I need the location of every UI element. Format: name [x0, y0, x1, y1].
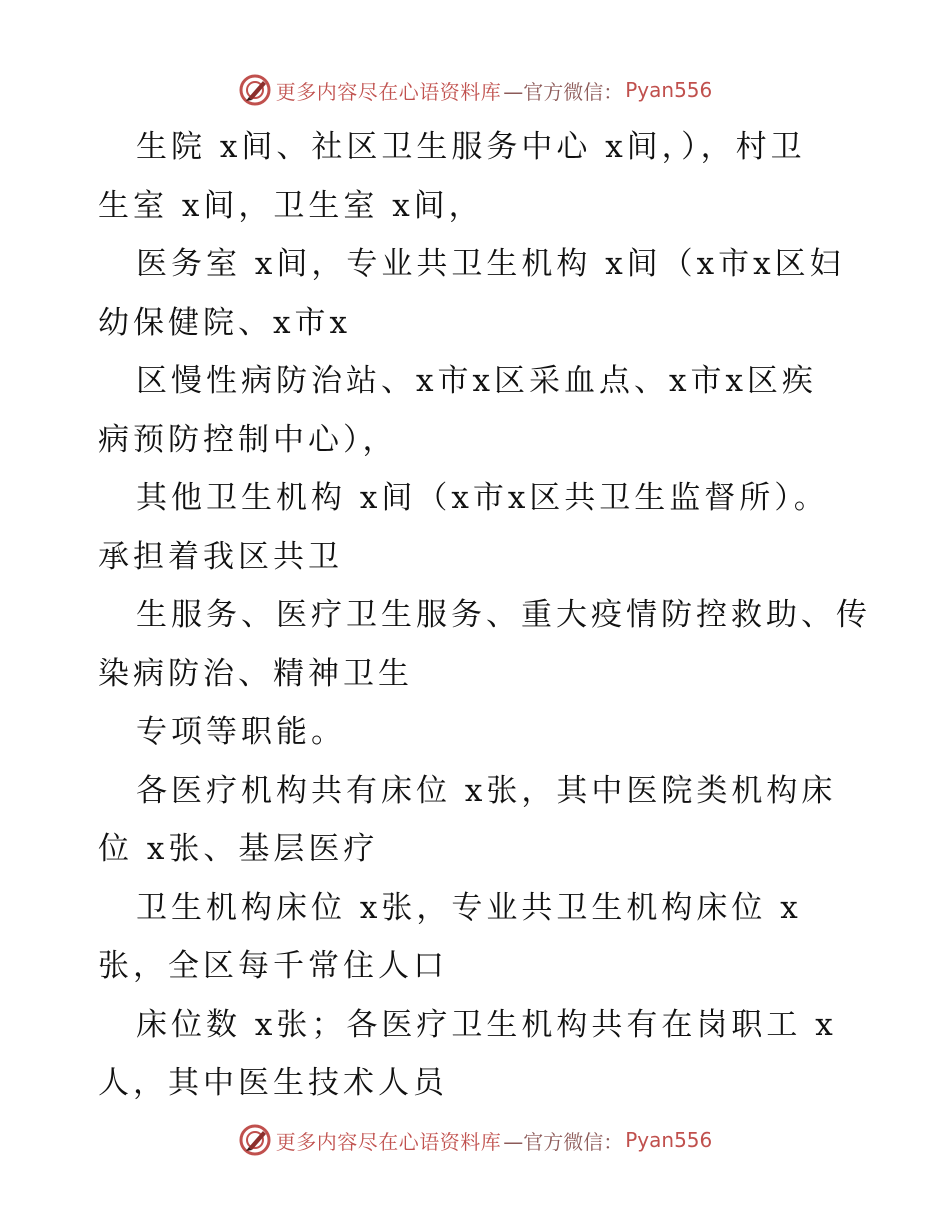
text-line: 生院 x间、社区卫生服务中心 x间，），村卫 — [136, 129, 806, 165]
text-line: 区慢性病防治站、x市x区采血点、x市x区疾 — [136, 363, 817, 399]
text-line: 床位数 x张；各医疗卫生机构共有在岗职工 x — [136, 1006, 837, 1043]
text-line: 卫生机构床位 x张，专业共卫生机构床位 x — [136, 889, 802, 926]
text-line: 承担着我区共卫 — [98, 538, 343, 575]
text-line: 染病防治、精神卫生 — [98, 655, 413, 692]
header-banner — [0, 70, 950, 110]
text-line: 各医疗机构共有床位 x张，其中医院类机构床 — [136, 772, 837, 809]
footer-banner — [0, 1120, 950, 1160]
text-line: 其他卫生机构 x间（x市x区共卫生监督所）。 — [136, 480, 829, 516]
text-line: 生服务、医疗卫生服务、重大疫情防控救助、传 — [136, 597, 871, 633]
brand-logo-icon — [238, 73, 272, 107]
text-line: 人，其中医生技术人员 — [98, 1065, 448, 1101]
text-line: 位 x张、基层医疗 — [98, 831, 379, 867]
banner-wechat-id: Pyan556 — [625, 78, 713, 102]
text-line: 医务室 x间，专业共卫生机构 x间（x市x区妇 — [136, 246, 845, 282]
banner-official-label: —官方微信： — [503, 79, 624, 104]
text-line: 病预防控制中心）， — [98, 421, 398, 458]
banner-title: 更多内容尽在心语资料库 — [275, 1129, 502, 1154]
banner-title: 更多内容尽在心语资料库 — [275, 79, 502, 104]
text-line: 专项等职能。 — [136, 714, 346, 750]
text-line: 生室 x间，卫生室 x间， — [98, 187, 484, 224]
banner-official-label: —官方微信： — [503, 1129, 624, 1154]
text-line: 幼保健院、x市x — [98, 304, 351, 341]
brand-logo-icon — [238, 1123, 272, 1157]
banner-wechat-id: Pyan556 — [625, 1128, 713, 1152]
text-line: 张，全区每千常住人口 — [98, 948, 448, 984]
